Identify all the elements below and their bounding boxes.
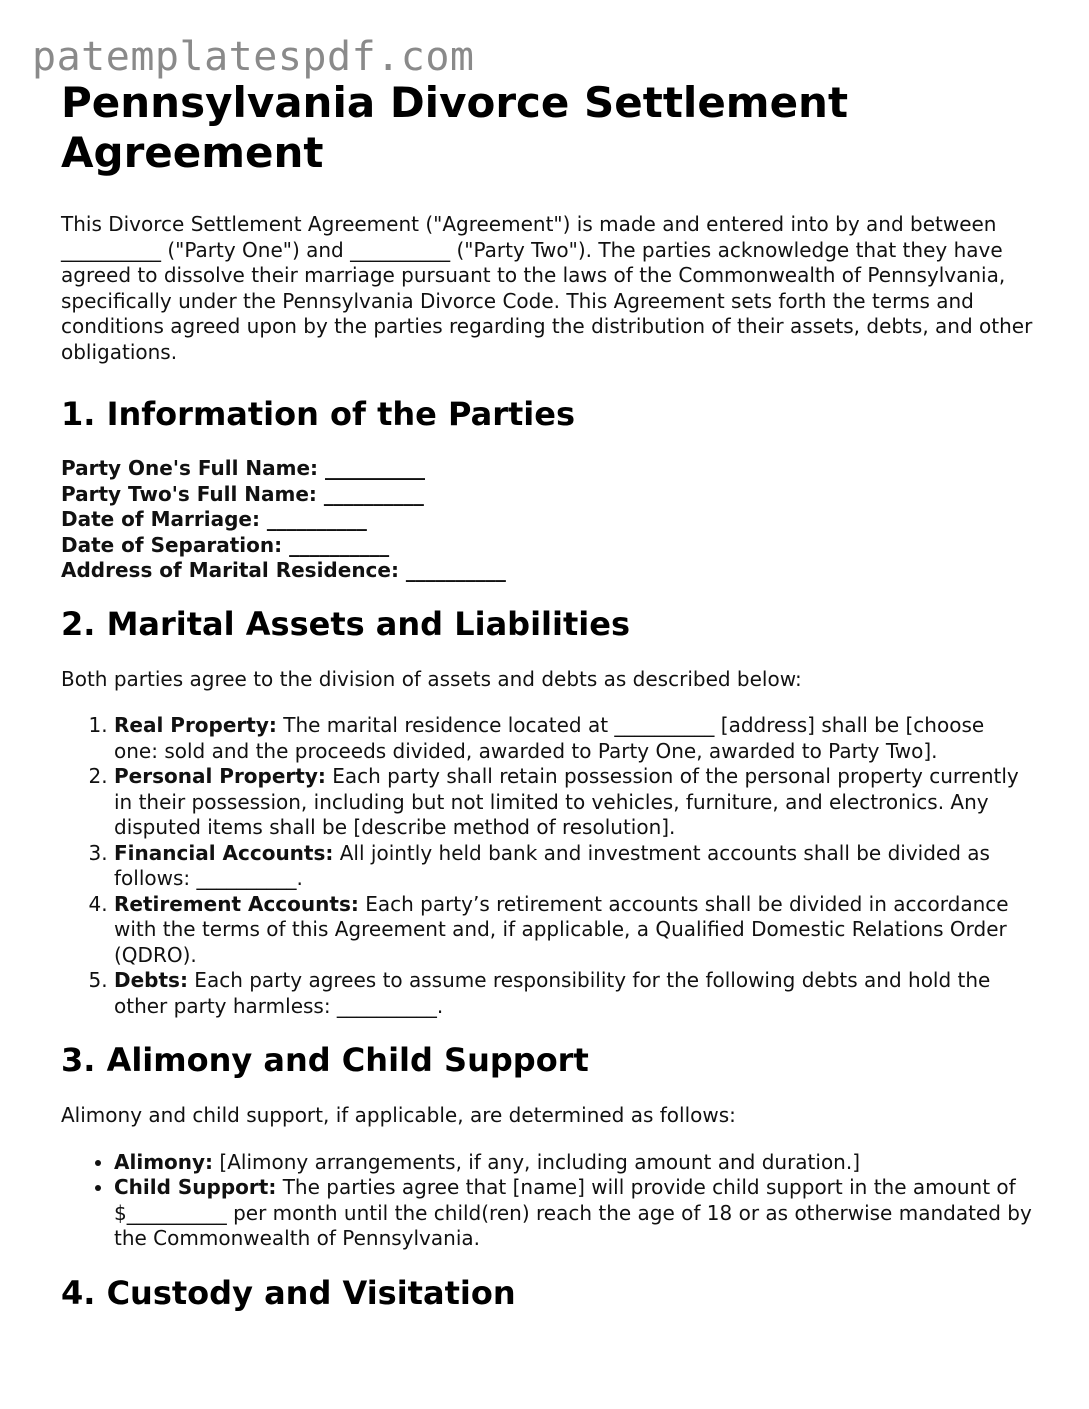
item-text: All jointly held bank and investment accounts shall be divided as follows: __________. <box>114 840 990 890</box>
intro-paragraph: This Divorce Settlement Agreement ("Agreement") is made and entered into by and between __________ ("Party One") and __________ ("Party Two"). The parties acknowledge that they have agreed to dissolve their marriage pursuant to the laws of the Commonwealth of Pennsylvania, specifically under the Pennsylvania Divorce Code. This Agreement sets forth the terms and conditions agreed upon by the parties regarding the distribution of their assets, debts, and other obligations. <box>61 212 1033 364</box>
section-4-heading: 4. Custody and Visitation <box>61 1273 516 1312</box>
document-title <box>61 78 1033 178</box>
document-page <box>61 78 1033 1313</box>
list-item <box>114 764 1033 841</box>
item-label: Debts: <box>114 968 188 992</box>
title-line-2: Agreement <box>61 128 324 177</box>
item-text: Each party shall retain possession of the personal property currently in their possession, including but not limited to vehicles, furniture, and electronics. Any disputed items shall be [describe method of resolution]. <box>114 764 1019 839</box>
support-list <box>61 1150 1033 1252</box>
section-2-lead: Both parties agree to the division of assets and debts as described below: <box>61 666 802 691</box>
list-item <box>114 968 1033 1019</box>
list-item <box>114 713 1033 764</box>
item-label: Real Property: <box>114 713 277 737</box>
section-1-heading: 1. Information of the Parties <box>61 395 575 433</box>
item-label: Financial Accounts: <box>114 840 334 865</box>
section-2-heading: 2. Marital Assets and Liabilities <box>61 604 630 643</box>
section-3-lead: Alimony and child support, if applicable, are determined as follows: <box>61 1103 736 1127</box>
field-marital-residence: Address of Marital Residence: __________ <box>61 558 506 582</box>
assets-list <box>61 713 1033 1019</box>
field-party-one-name: Party One's Full Name: __________ <box>61 456 426 480</box>
section-3-heading: 3. Alimony and Child Support <box>61 1041 589 1079</box>
item-label: Retirement Accounts: <box>114 891 359 916</box>
list-item <box>114 841 1033 892</box>
field-date-of-separation: Date of Separation: __________ <box>61 532 390 557</box>
item-text: Each party’s retirement accounts shall be divided in accordance with the terms of this Agreement and, if applicable, a Qualified Domestic Relations Order (QDRO). <box>114 891 1009 967</box>
item-text: The parties agree that [name] will provide child support in the amount of $__________ per month until the child(ren) reach the age of 18 or as otherwise mandated by the Commonwealth of Pennsylvania. <box>114 1175 1032 1250</box>
item-label: Child Support: <box>114 1175 277 1199</box>
field-date-of-marriage: Date of Marriage: __________ <box>61 507 367 531</box>
party-info-fields <box>61 456 1033 584</box>
item-text: The marital residence located at __________ [address] shall be [choose one: sold and the proceeds divided, awarded to Party One, awarded to Party Two]. <box>114 713 985 763</box>
watermark: patemplatespdf.com <box>32 34 475 80</box>
title-line-1: Pennsylvania Divorce Settlement <box>61 78 849 127</box>
item-label: Alimony: <box>114 1149 214 1174</box>
item-label: Personal Property: <box>114 764 326 788</box>
list-item <box>114 892 1033 969</box>
list-item <box>114 1175 1033 1252</box>
item-text: Each party agrees to assume responsibility for the following debts and hold the other party harmless: __________. <box>114 968 991 1018</box>
item-text: [Alimony arrangements, if any, including amount and duration.] <box>213 1149 861 1174</box>
field-party-two-name: Party Two's Full Name: __________ <box>61 481 424 506</box>
list-item <box>114 1150 1033 1176</box>
